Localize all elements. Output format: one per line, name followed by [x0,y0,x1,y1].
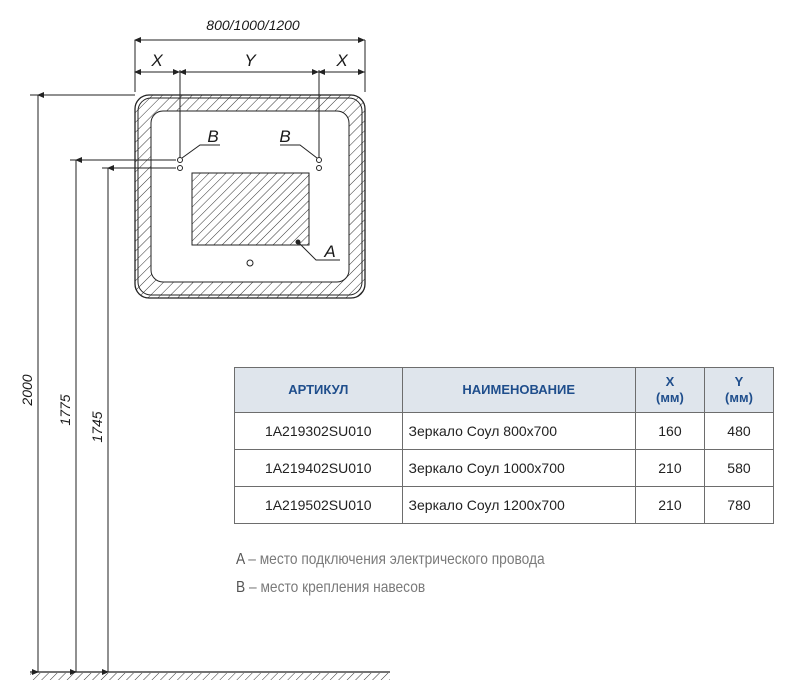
marker-b-right: B [279,127,291,146]
header-x-line2: (мм) [655,390,684,405]
legend-a-key: A [236,551,245,568]
cell-x: 210 [635,450,704,487]
cell-name: Зеркало Соул 1000х700 [402,450,635,487]
cell-y: 780 [704,487,773,524]
table-row [235,413,774,450]
cell-x: 210 [635,487,704,524]
table-row [235,450,774,487]
connection-zone-a [192,173,309,245]
header-x-line1: X [665,374,675,389]
mount-hole-right-top [317,158,322,163]
mount-hole-left-bottom [178,166,183,171]
dim-x-right-label: X [336,51,348,70]
cell-x: 160 [635,413,704,450]
cell-name: Зеркало Соул 1200х700 [402,487,635,524]
dim-x-left-label: X [151,51,163,70]
height-1745-label: 1745 [89,411,105,443]
dim-y-label: Y [244,51,256,70]
floor-line [30,672,390,680]
cell-y: 480 [704,413,773,450]
cell-article: 1A219402SU010 [235,450,403,487]
height-1775-label: 1775 [57,394,73,426]
legend-a-text: – место подключения электрического провода [244,551,545,568]
mount-hole-right-bottom [317,166,322,171]
height-2000-label: 2000 [19,374,35,406]
table-row [235,487,774,524]
cell-y: 580 [704,450,773,487]
marker-b-left: B [207,127,219,146]
specification-table [234,367,774,524]
header-x [635,368,704,413]
legend-b-text: – место крепления навесов [245,579,426,596]
table-header-row [235,368,774,413]
mount-hole-left-top [178,158,183,163]
mirror-body [135,95,365,298]
legend-item-b [236,579,425,597]
cell-article: 1A219502SU010 [235,487,403,524]
cell-article: 1A219302SU010 [235,413,403,450]
header-y-line1: Y [734,374,744,389]
marker-a: A [324,242,336,261]
legend-item-a [236,551,545,569]
sensor-dot [247,260,253,266]
header-article: АРТИКУЛ [235,368,403,413]
cell-name: Зеркало Соул 800х700 [402,413,635,450]
header-y [704,368,773,413]
header-y-line2: (мм) [725,390,753,405]
legend-b-key: B [236,579,246,596]
overall-width-label: 800/1000/1200 [206,17,300,33]
header-name: НАИМЕНОВАНИЕ [402,368,635,413]
